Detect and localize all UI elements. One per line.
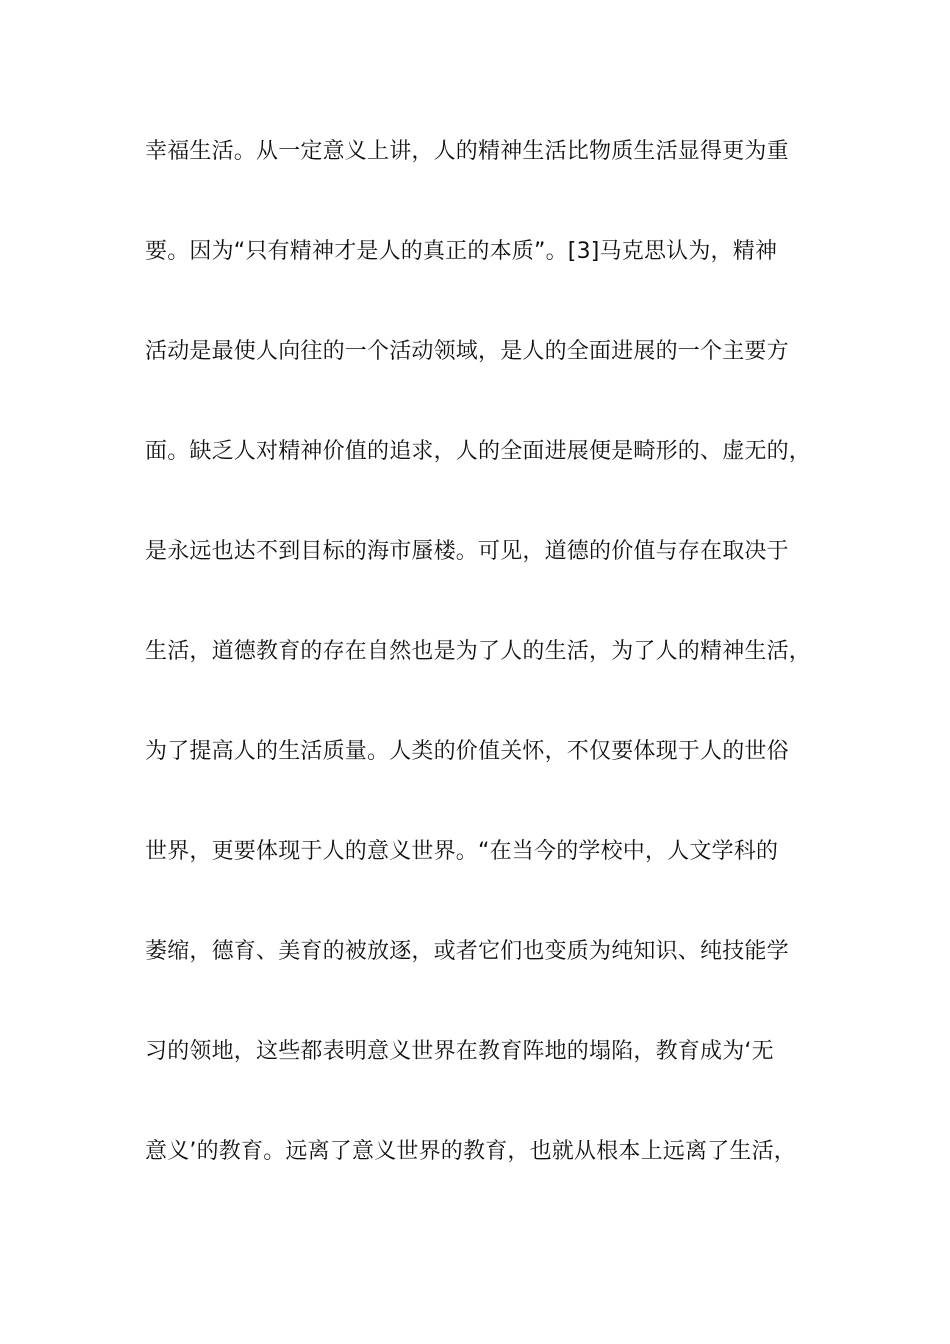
text-line: 世界，更要体现于人的意义世界。“在当今的学校中，人文学科的: [145, 839, 779, 864]
text-line: 要。因为“只有精神才是人的真正的本质”。[3]马克思认为，精神: [145, 239, 778, 264]
text-line: 面。缺乏人对精神价值的追求，人的全面进展便是畸形的、虚无的，: [145, 439, 812, 464]
text-line: 是永远也达不到目标的海市蜃楼。可见，道德的价值与存在取决于: [145, 539, 789, 564]
text-line: 活动是最使人向往的一个活动领域，是人的全面进展的一个主要方: [145, 339, 789, 364]
text-line: 习的领地，这些都表明意义世界在教育阵地的塌陷，教育成为‘无: [145, 1039, 774, 1064]
text-line: 意义’的教育。远离了意义世界的教育，也就从根本上远离了生活，: [145, 1139, 796, 1164]
text-line: 萎缩，德育、美育的被放逐，或者它们也变质为纯知识、纯技能学: [145, 939, 789, 964]
body-paragraph: [145, 134, 825, 1234]
text-line: 生活，道德教育的存在自然也是为了人的生活，为了人的精神生活，: [145, 639, 812, 664]
text-line: 幸福生活。从一定意义上讲，人的精神生活比物质生活显得更为重: [145, 139, 789, 164]
text-line: 为了提高人的生活质量。人类的价值关怀，不仅要体现于人的世俗: [145, 739, 789, 764]
